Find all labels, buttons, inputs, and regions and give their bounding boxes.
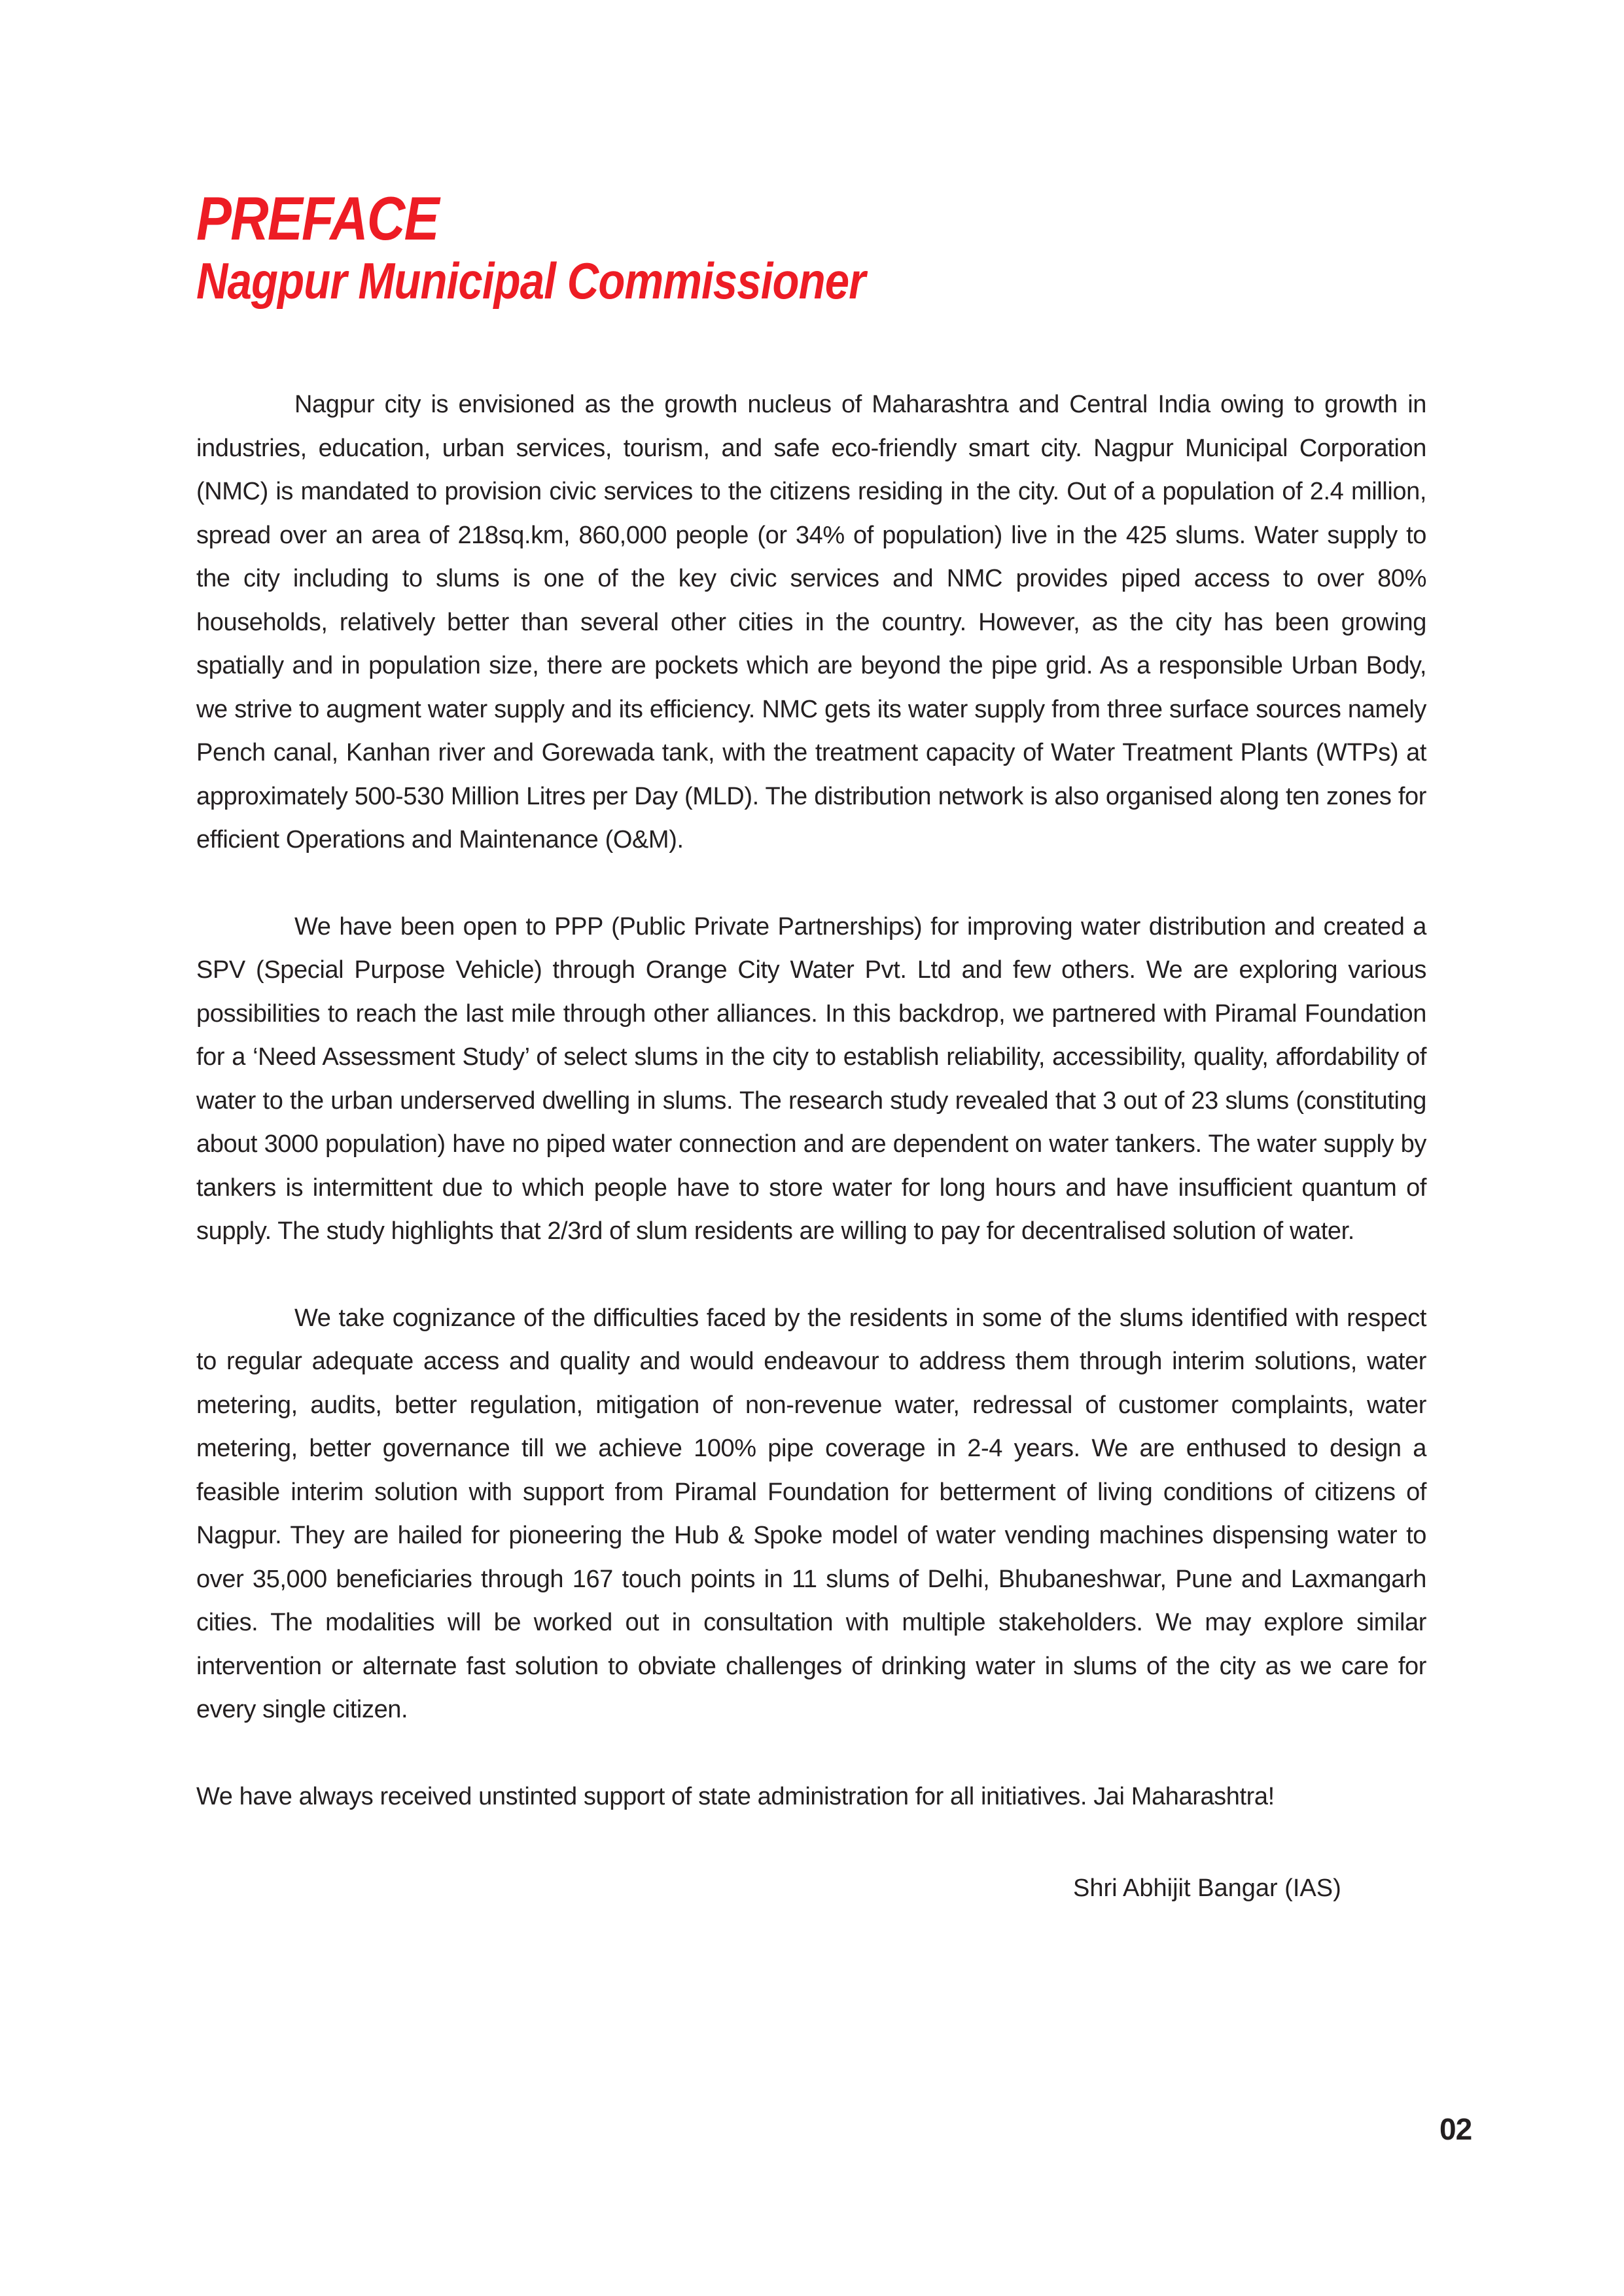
page-title: PREFACE	[196, 184, 438, 253]
signature: Shri Abhijit Bangar (IAS)	[1073, 1874, 1341, 1902]
paragraph-1: Nagpur city is envisioned as the growth nucleus of Maharashtra and Central India owing to growth in industries, education, urban services, tourism, and safe eco-friendly smart city. Nagpur Municipal Corporation (NMC) is mandated to provision civic services to the citizens residing in the city. Out of a population of 2.4 million, spread over an area of 218sq.km, 860,000 people (or 34% of population) live in the 425 slums. Water supply to the city including to slums is one of the key civic services and NMC provides piped access to over 80% households, relatively better than several other cities in the country. However, as the city has been growing spatially and in population size, there are pockets which are beyond the pipe grid. As a responsible Urban Body, we strive to augment water supply and its efficiency. NMC gets its water supply from three surface sources namely Pench canal, Kanhan river and Gorewada tank, with the treatment capacity of Water Treatment Plants (WTPs) at approximately 500-530 Million Litres per Day (MLD). The distribution network is also organised along ten zones for efficient Operations and Maintenance (O&M).	[196, 391, 1426, 853]
paragraph-4: We have always received unstinted support of state administration for all initiatives. Jai Maharashtra!	[196, 1782, 1275, 1810]
paragraph-2: We have been open to PPP (Public Private Partnerships) for improving water distribution and created a SPV (Special Purpose Vehicle) through Orange City Water Pvt. Ltd and few others. We are exploring various possibilities to reach the last mile through other alliances. In this backdrop, we partnered with Piramal Foundation for a ‘Need Assessment Study’ of select slums in the city to establish reliability, accessibility, quality, affordability of water to the urban underserved dwelling in slums. The research study revealed that 3 out of 23 slums (constituting about 3000 population) have no piped water connection and are dependent on water tankers. The water supply by tankers is intermittent due to which people have to store water for long hours and have insufficient quantum of supply. The study highlights that 2/3rd of slum residents are willing to pay for decentralised solution of water.	[196, 912, 1426, 1245]
paragraph-3: We take cognizance of the difficulties faced by the residents in some of the slums identified with respect to regular adequate access and quality and would endeavour to address them through interim solutions, water metering, audits, better regulation, mitigation of non-revenue water, redressal of customer complaints, water metering, better governance till we achieve 100% pipe coverage in 2-4 years. We are enthused to design a feasible interim solution with support from Piramal Foundation for betterment of living conditions of citizens of Nagpur. They are hailed for pioneering the Hub & Spoke model of water vending machines dispensing water to over 35,000 beneficiaries through 167 touch points in 11 slums of Delhi, Bhubaneshwar, Pune and Laxmangarh cities. The modalities will be worked out in consultation with multiple stakeholders. We may explore similar intervention or alternate fast solution to obviate challenges of drinking water in slums of the city as we care for every single citizen.	[196, 1304, 1426, 1723]
page-subtitle: Nagpur Municipal Commissioner	[196, 252, 866, 310]
page-heading	[196, 185, 1439, 309]
preface-body	[196, 383, 1426, 1818]
page-number: 02	[1439, 2112, 1472, 2146]
